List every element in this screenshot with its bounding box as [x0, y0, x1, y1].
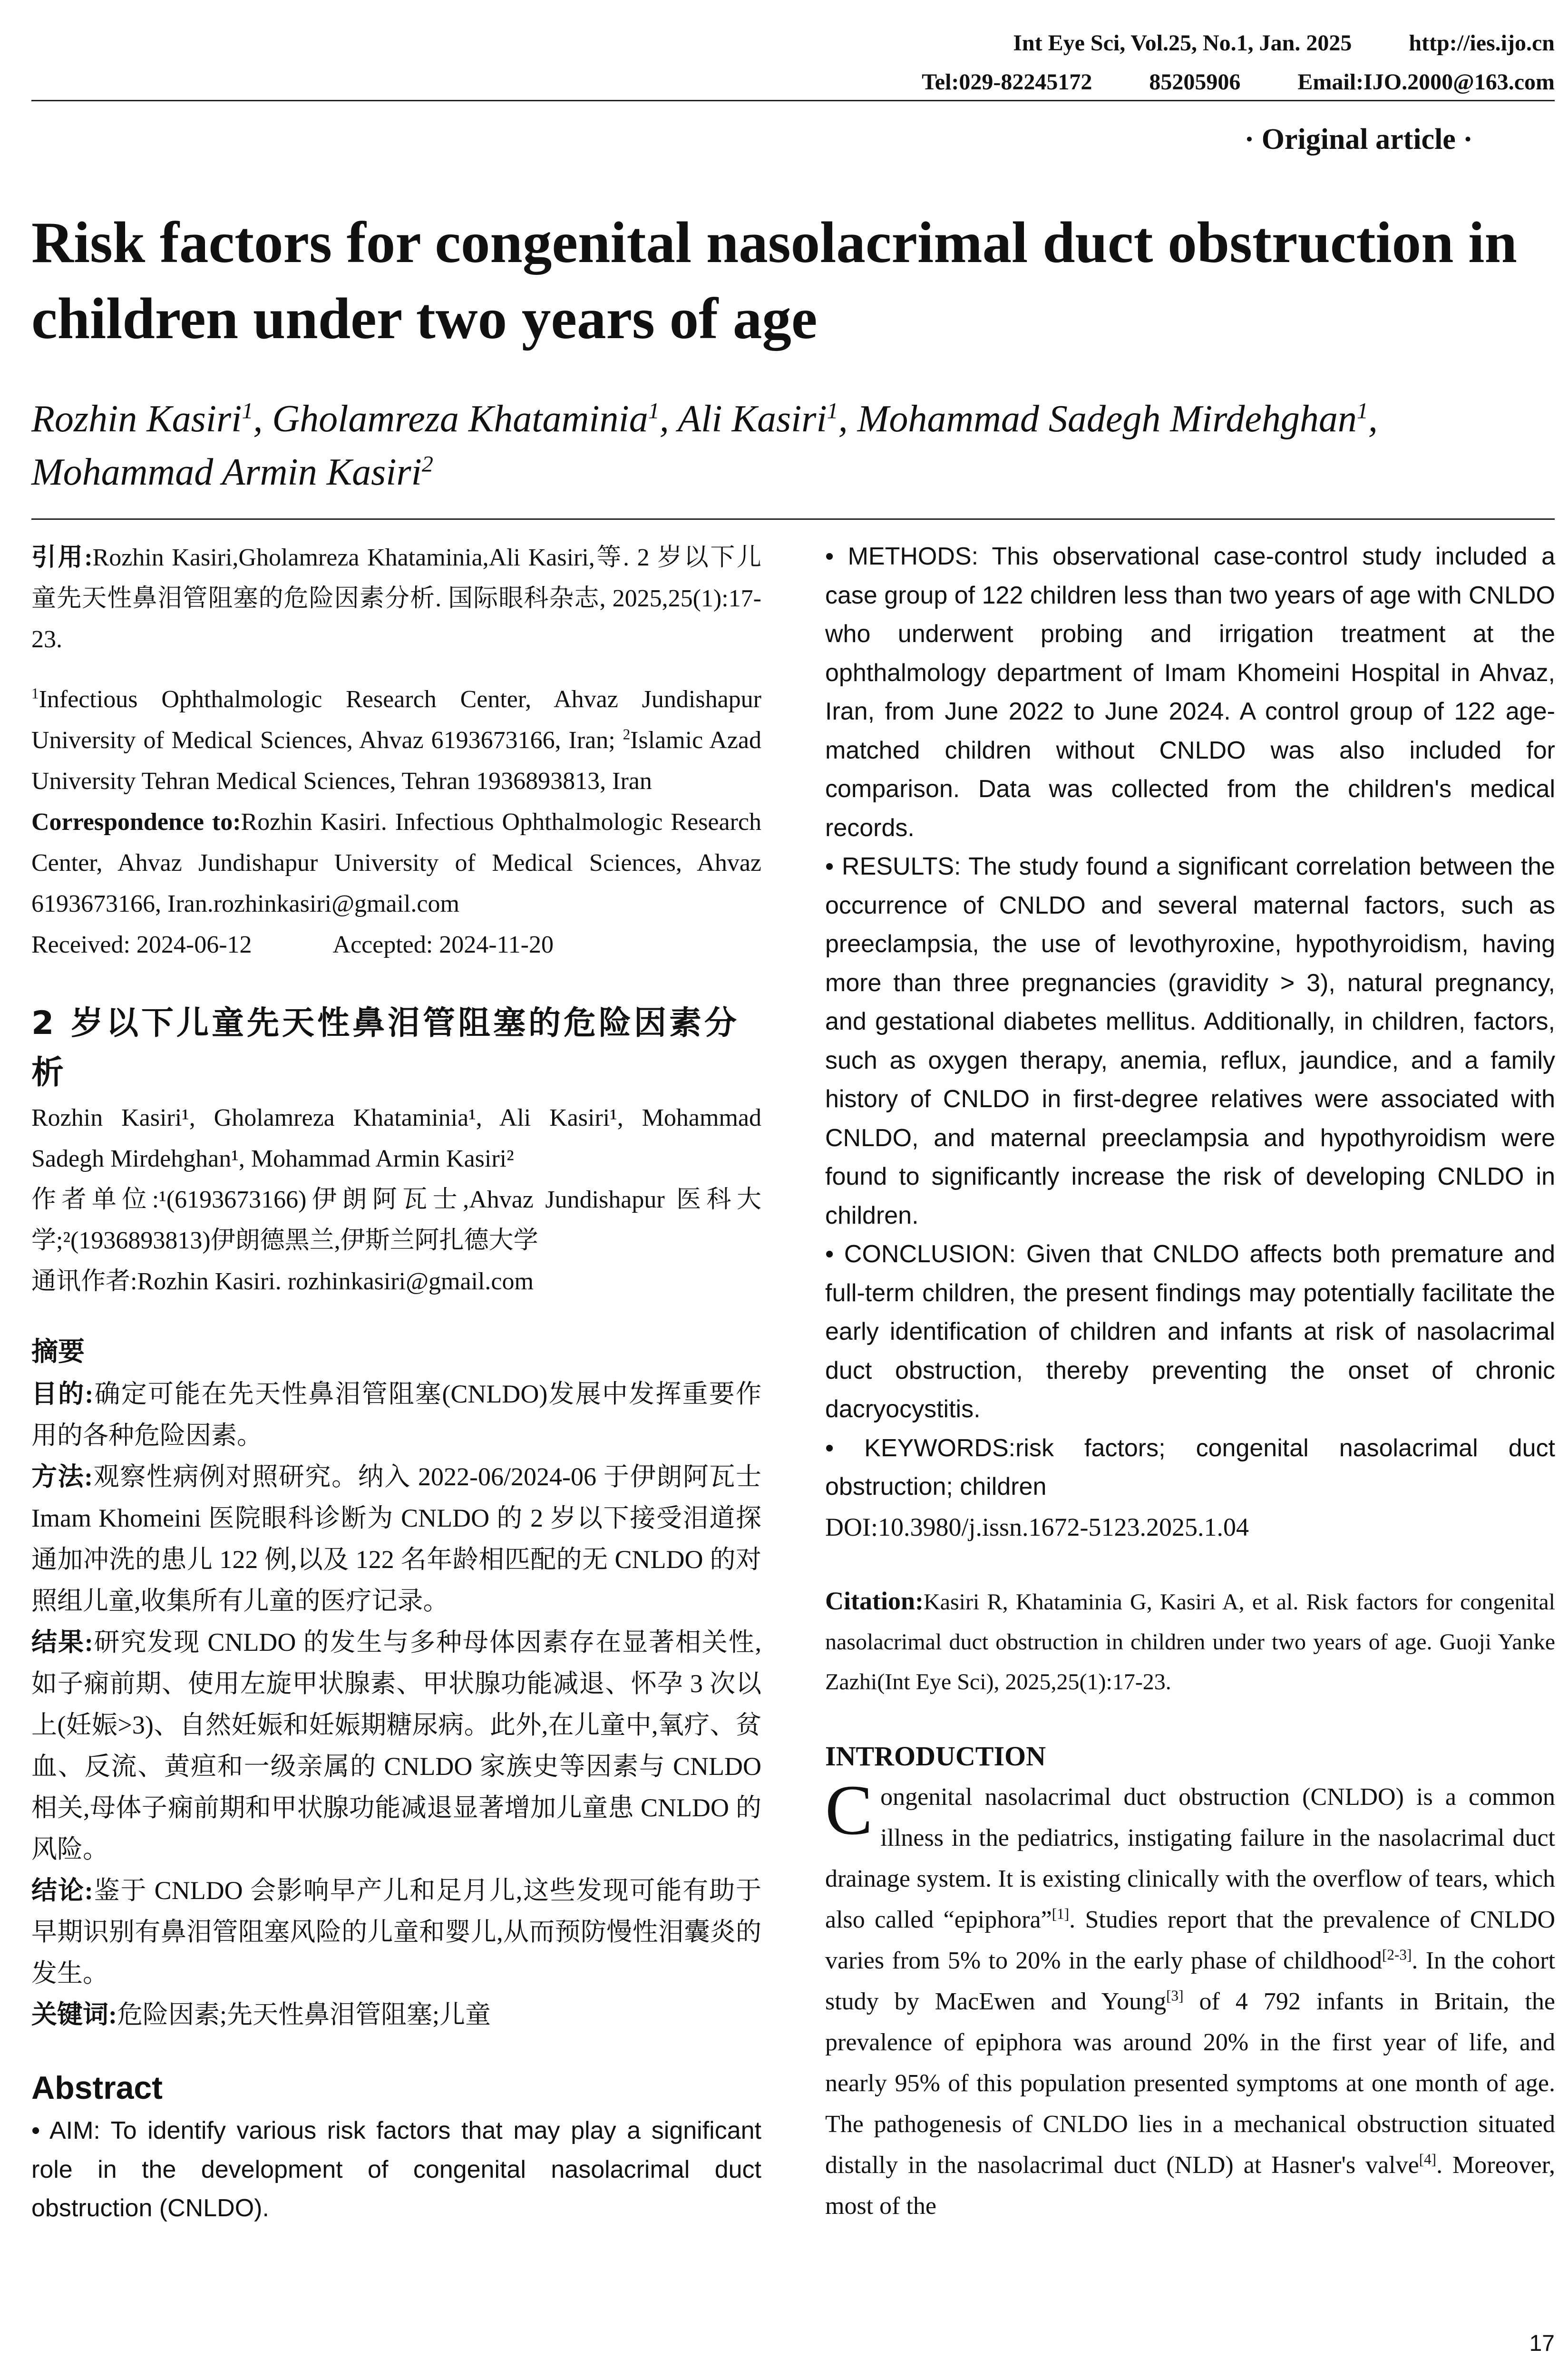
author-name: Mohammad Armin Kasiri: [31, 451, 422, 493]
journal-email[interactable]: Email:IJO.2000@163.com: [1297, 69, 1555, 95]
correspondence-text: Rozhin Kasiri. Infectious Ophthalmologic Research Center, Ahvaz Jundishapur University of Medical Sciences, Ahvaz 6193673166, Iran.rozhinkasiri@gmail.com: [31, 809, 761, 917]
aff1-sup: 1: [31, 685, 39, 702]
intro-text-1: ongenital nasolacrimal duct obstruction (CNLDO) is a common illness in the pediatrics, instigating failure in the nasolacrimal duct drainage system. It is existing clinically with the overflow of tears, which also called “epiphora”: [825, 1783, 1555, 1933]
cn-authors: Rozhin Kasiri¹, Gholamreza Khataminia¹, Ali Kasiri¹, Mohammad Sadegh Mirdehghan¹, Mohammad Armin Kasiri²: [31, 1104, 761, 1172]
aff2-sup: 2: [623, 726, 631, 743]
correspondence-label: Correspondence to:: [31, 809, 241, 836]
aim-label: • AIM:: [31, 2117, 100, 2144]
article-title: Risk factors for congenital nasolacrimal duct obstruction in children under two years of age: [31, 210, 1517, 351]
correspondence: [31, 802, 761, 925]
author-name: Rozhin Kasiri: [31, 398, 242, 440]
cn-method-text: 观察性病例对照研究。纳入 2022-06/2024-06 于伊朗阿瓦士 Imam Khomeini 医院眼科诊断为 CNLDO 的 2 岁以下接受泪道探通加冲洗的患儿 122 例,以及 122 名年龄相匹配的无 CNLDO 的对照组儿童,收集所有儿童的医疗记录。: [31, 1462, 761, 1615]
cn-keywords: [31, 1994, 761, 2036]
journal-fax: 85205906: [1149, 69, 1241, 95]
cn-conclusion: [31, 1870, 761, 1994]
right-column: [825, 537, 1555, 2227]
cn-corresponding: 通讯作者:Rozhin Kasiri. rozhinkasiri@gmail.com: [31, 1268, 534, 1295]
journal-url[interactable]: http://ies.ijo.cn: [1409, 30, 1555, 56]
intro-text-2: . Studies report that the prevalence of CNLDO varies from 5% to 20% in the early phase of childhood: [825, 1906, 1556, 1974]
intro-text-4: of 4 792 infants in Britain, the prevalence of epiphora was around 20% in the first year of life, and nearly 95% of this population presented symptoms at one month of age. The pathogenesis of CNLDO lies in a mechanical obstruction situated distally in the nasolacrimal duct (NLD) at Hasner's valve: [825, 1987, 1555, 2179]
citation-text: Kasiri R, Khataminia G, Kasiri A, et al. Risk factors for congenital nasolacrimal duct obstruction in children under two years of age. Guoji Yanke Zazhi(Int Eye Sci), 2025,25(1):17-23.: [825, 1589, 1555, 1695]
methods-text: This observational case-control study included a case group of 122 children less than two years of age with CNLDO who underwent probing and irrigation treatment at the ophthalmology department of Imam Khomeini Hospital in Ahvaz, Iran, from June 2022 to June 2024. A control group of 122 age-matched children without CNLDO was also included for comparison. Data was collected from the children's medical records.: [825, 543, 1555, 842]
cn-citation: [31, 537, 761, 660]
author-list: [31, 392, 1558, 499]
journal-header: [922, 24, 1555, 102]
author-name: Mohammad Sadegh Mirdehghan: [857, 398, 1357, 440]
dates: [31, 925, 761, 965]
cn-method-label: 方法:: [31, 1462, 93, 1491]
keywords-label: • KEYWORDS:: [825, 1434, 1016, 1462]
affiliations: [31, 679, 761, 802]
abstract-aim: [31, 2112, 761, 2228]
journal-citation: Int Eye Sci, Vol.25, No.1, Jan. 2025: [1013, 30, 1352, 56]
conclusion-text: Given that CNLDO affects both premature and full-term children, the present findings may potentially facilitate the early identification of children and infants at risk of nasolacrimal duct obstruction, thereby preventing the onset of chronic dacryocystitis.: [825, 1240, 1555, 1423]
header-divider: [31, 100, 1555, 101]
cn-result-text: 研究发现 CNLDO 的发生与多种母体因素存在显著相关性,如子痫前期、使用左旋甲状腺素、甲状腺功能减退、怀孕 3 次以上(妊娠>3)、自然妊娠和妊娠期糖尿病。此外,在儿童中,氧疗、贫血、反流、黄疸和一级亲属的 CNLDO 家族史等因素与 CNLDO 相关,母体子痫前期和甲状腺功能减退显著增加儿童患 CNLDO 的风险。: [31, 1628, 761, 1863]
cn-title: 2 岁以下儿童先天性鼻泪管阻塞的危险因素分析: [31, 1004, 740, 1091]
journal-tel: Tel:029-82245172: [922, 69, 1092, 95]
drop-cap: C: [825, 1770, 873, 1850]
author-separator: ,: [253, 398, 273, 440]
abstract-keywords: [825, 1429, 1555, 1507]
keywords-text: risk factors; congenital nasolacrimal duct obstruction; children: [825, 1434, 1555, 1500]
author-affiliation-sup: 2: [421, 451, 433, 477]
cn-result-label: 结果:: [31, 1628, 93, 1656]
abstract-results: [825, 848, 1555, 1235]
author-affiliation-sup: 1: [648, 398, 660, 424]
ref-3[interactable]: [3]: [1166, 1987, 1184, 2004]
author-separator: ,: [838, 398, 857, 440]
title-divider: [31, 518, 1555, 520]
doi[interactable]: DOI:10.3980/j.issn.1672-5123.2025.1.04: [825, 1512, 1249, 1541]
left-column: [31, 537, 761, 2228]
introduction-paragraph: [825, 1770, 1556, 2227]
cn-aim-text: 确定可能在先天性鼻泪管阻塞(CNLDO)发展中发挥重要作用的各种危险因素。: [31, 1380, 761, 1450]
page-number: 17: [1529, 2331, 1555, 2356]
cn-keywords-label: 关键词:: [31, 2000, 117, 2029]
author-affiliation-sup: 1: [827, 398, 838, 424]
cn-citation-label: 引用:: [31, 544, 93, 571]
cn-result: [31, 1622, 761, 1870]
results-label: • RESULTS:: [825, 853, 961, 880]
accepted-date: Accepted: 2024-11-20: [332, 931, 554, 958]
abstract-heading: Abstract: [31, 2070, 163, 2106]
received-date: Received: 2024-06-12: [31, 931, 252, 958]
ref-2[interactable]: [2-3]: [1382, 1946, 1412, 1963]
article-type: · Original article ·: [1244, 123, 1473, 156]
author-separator: ,: [659, 398, 678, 440]
cn-method: [31, 1456, 761, 1622]
cn-abstract-heading: 摘要: [31, 1337, 85, 1367]
cn-aim-label: 目的:: [31, 1380, 94, 1408]
author-affiliation-sup: 1: [242, 398, 253, 424]
affiliation-1: Infectious Ophthalmologic Research Center, Ahvaz Jundishapur University of Medical Sciences, Ahvaz 6193673166, Iran;: [31, 686, 761, 754]
cn-conclusion-text: 鉴于 CNLDO 会影响早产儿和足月儿,这些发现可能有助于早期识别有鼻泪管阻塞风险的儿童和婴儿,从而预防慢性泪囊炎的发生。: [31, 1876, 761, 1987]
ref-1[interactable]: [1]: [1052, 1905, 1070, 1922]
intro-text-5: . Moreover, most of the: [825, 2151, 1555, 2220]
abstract-conclusion: [825, 1235, 1555, 1429]
affiliation-2: Islamic Azad University Tehran Medical Sciences, Tehran 1936893813, Iran: [31, 727, 761, 795]
cn-aim: [31, 1374, 761, 1456]
citation: [825, 1581, 1555, 1702]
results-text: The study found a significant correlation between the occurrence of CNLDO and several maternal factors, such as preeclampsia, the use of levothyroxine, hypothyroidism, having more than three pregnancies (gravidity > 3), natural pregnancy, and gestational diabetes mellitus. Additionally, in children, factors, such as oxygen therapy, anemia, reflux, jaundice, and a family history of CNLDO in first-degree relatives were associated with CNLDO, and maternal preeclampsia and hypothyroidism were found to significantly increase the risk of developing CNLDO in children.: [825, 853, 1555, 1229]
aim-text: To identify various risk factors that may play a significant role in the development of congenital nasolacrimal duct obstruction (CNLDO).: [31, 2117, 761, 2222]
cn-conclusion-label: 结论:: [31, 1876, 93, 1905]
author-separator: ,: [1368, 398, 1378, 440]
citation-label: Citation:: [825, 1586, 924, 1615]
cn-keywords-text: 危险因素;先天性鼻泪管阻塞;儿童: [117, 2000, 491, 2029]
conclusion-label: • CONCLUSION:: [825, 1240, 1016, 1268]
introduction-heading: INTRODUCTION: [825, 1740, 1046, 1772]
cn-unit: 作者单位:¹(6193673166)伊朗阿瓦士,Ahvaz Jundishapur 医科大学;²(1936893813)伊朗德黑兰,伊斯兰阿扎德大学: [31, 1186, 761, 1254]
author-affiliation-sup: 1: [1356, 398, 1368, 424]
intro-text-3: . In the cohort study by MacEwen and Young: [825, 1947, 1556, 2015]
cn-citation-text: Rozhin Kasiri,Gholamreza Khataminia,Ali Kasiri,等. 2 岁以下儿童先天性鼻泪管阻塞的危险因素分析. 国际眼科杂志, 2025,25(1):17-23.: [31, 544, 761, 653]
methods-label: • METHODS:: [825, 543, 979, 570]
ref-4[interactable]: [4]: [1419, 2151, 1437, 2168]
author-name: Ali Kasiri: [678, 398, 827, 440]
author-name: Gholamreza Khataminia: [272, 398, 648, 440]
abstract-methods: [825, 537, 1555, 848]
